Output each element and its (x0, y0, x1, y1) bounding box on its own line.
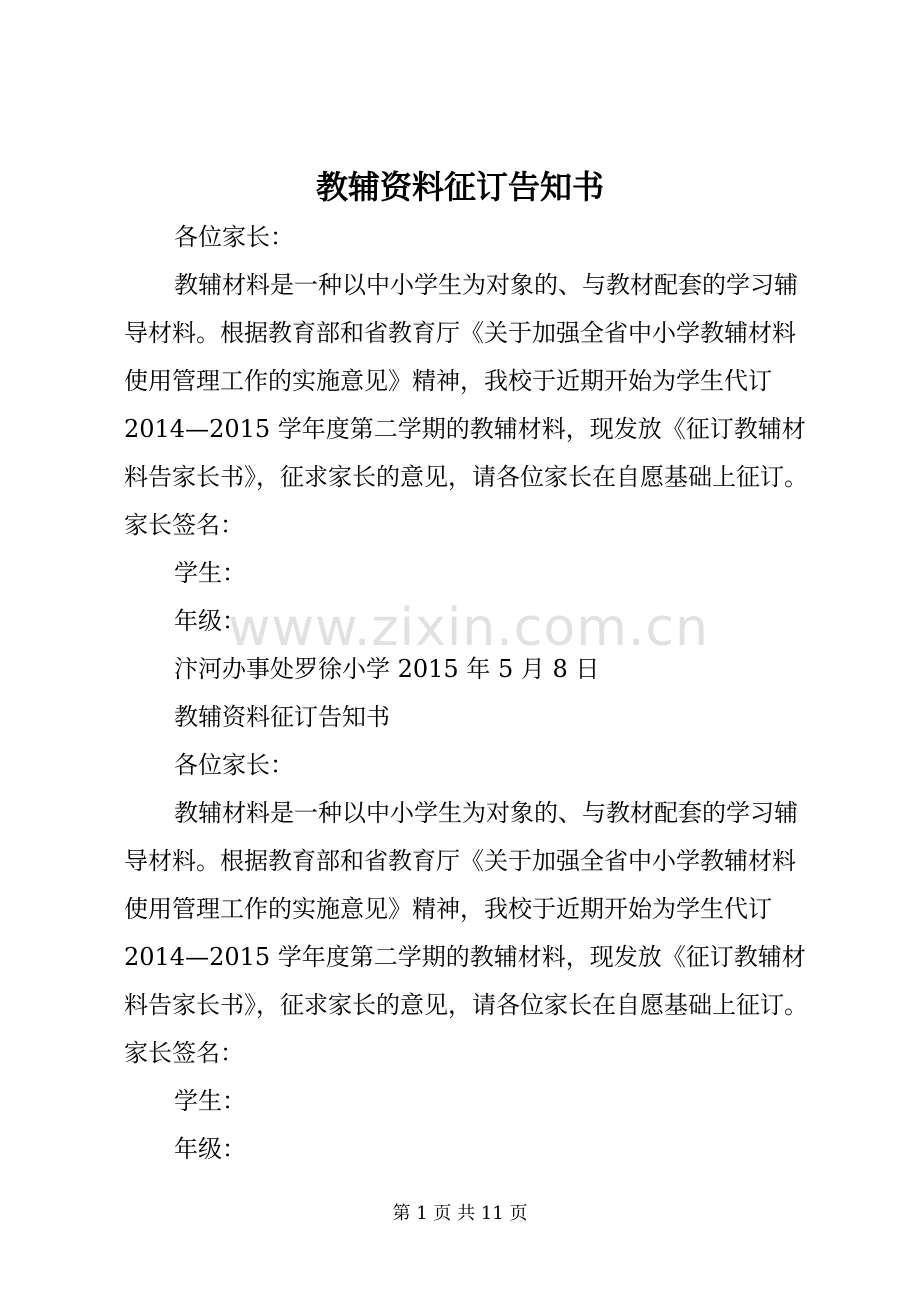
grade-label: 年级： (174, 1135, 246, 1163)
body-paragraph-line: 使用管理工作的实施意见》精神，我校于近期开始为学生代订 (124, 895, 772, 923)
body-paragraph-line: 料告家长书》，征求家长的意见，请各位家长在自愿基础上征订。 (124, 991, 808, 1019)
body-paragraph-line: 料告家长书》，征求家长的意见，请各位家长在自愿基础上征订。 (124, 463, 808, 491)
page-title: 教辅资料征订告知书 (315, 168, 604, 206)
body-paragraph-line: 导材料。根据教育部和省教育厅《关于加强全省中小学教辅材料 (124, 319, 796, 347)
body-paragraph-line: 教辅材料是一种以中小学生为对象的、与教材配套的学习辅 (174, 271, 798, 299)
body-paragraph-line: 2014—2015 学年度第二学期的教辅材料，现发放《征订教辅材 (124, 415, 806, 443)
student-label: 学生： (174, 559, 246, 587)
body-paragraph-line: 导材料。根据教育部和省教育厅《关于加强全省中小学教辅材料 (124, 847, 796, 875)
body-paragraph-line: 2014—2015 学年度第二学期的教辅材料，现发放《征订教辅材 (124, 943, 806, 971)
page-number: 第 1 页 共 11 页 (392, 1203, 528, 1224)
greeting-line: 各位家长： (174, 751, 294, 779)
body-paragraph-line: 教辅材料是一种以中小学生为对象的、与教材配套的学习辅 (174, 799, 798, 827)
student-label: 学生： (174, 1087, 246, 1115)
grade-label: 年级： (174, 607, 246, 635)
parent-signature-label: 家长签名： (124, 1039, 244, 1067)
repeated-title-line: 教辅资料征订告知书 (174, 703, 390, 731)
parent-signature-label: 家长签名： (124, 511, 244, 539)
school-date-line: 汴河办事处罗徐小学 2015 年 5 月 8 日 (174, 655, 600, 683)
body-paragraph-line: 使用管理工作的实施意见》精神，我校于近期开始为学生代订 (124, 367, 772, 395)
greeting-line: 各位家长： (174, 223, 294, 251)
watermark: www.zixin.com.cn (228, 598, 709, 658)
